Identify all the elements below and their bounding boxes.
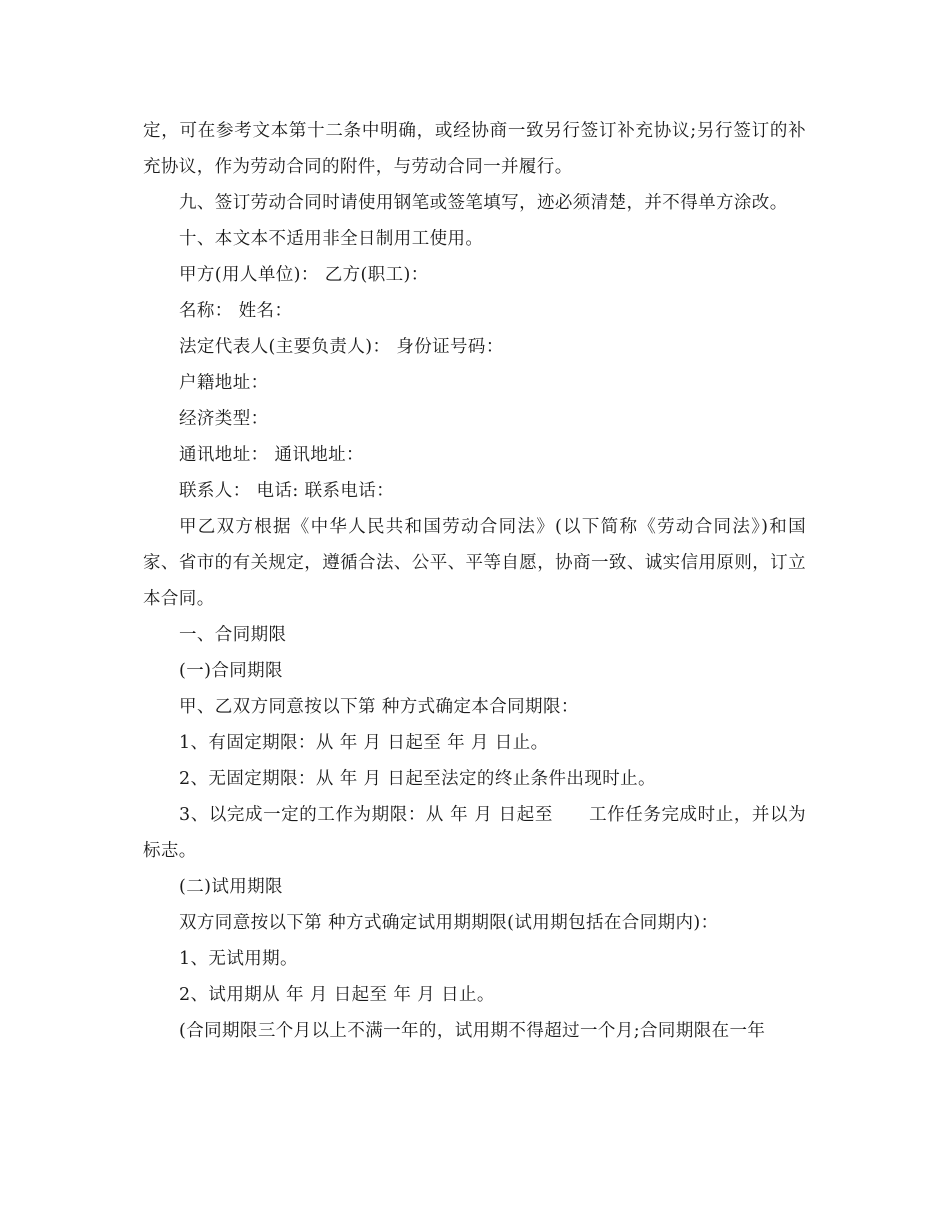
- subsection-heading: (二)试用期限: [179, 877, 283, 897]
- paragraph: 通讯地址： 通讯地址：: [179, 445, 364, 465]
- paragraph: 甲方(用人单位)： 乙方(职工)：: [179, 265, 429, 285]
- paragraph: 十、本文本不适用非全日制用工使用。: [179, 229, 484, 249]
- paragraph: 联系人： 电话: 联系电话：: [179, 481, 395, 501]
- paragraph: 九、签订劳动合同时请使用钢笔或签笔填写，迹必须清楚，并不得单方涂改。: [179, 193, 788, 213]
- paragraph: 名称： 姓名：: [179, 301, 293, 321]
- subsection-heading: (一)合同期限: [179, 661, 283, 681]
- paragraph: (合同期限三个月以上不满一年的，试用期不得超过一个月;合同期限在一年: [179, 1021, 766, 1041]
- list-item: 1、有固定期限：从 年 月 日起至 年 月 日止。: [179, 733, 549, 753]
- paragraph: 法定代表人(主要负责人)： 身份证号码：: [179, 337, 504, 357]
- list-item: 3、以完成一定的工作为期限：从 年 月 日起至 工作任务完成时止，并以为标志。: [143, 805, 806, 861]
- paragraph: 双方同意按以下第 种方式确定试用期期限(试用期包括在合同期内)：: [179, 913, 719, 933]
- paragraph: 户籍地址：: [179, 373, 269, 393]
- section-heading: 一、合同期限: [179, 625, 287, 645]
- document-page: [143, 113, 806, 1049]
- paragraph: 甲乙双方根据《中华人民共和国劳动合同法》(以下简称《劳动合同法》)和国家、省市的有关规定，遵循合法、公平、平等自愿，协商一致、诚实信用原则，订立本合同。: [143, 517, 806, 609]
- paragraph: 定，可在参考文本第十二条中明确，或经协商一致另行签订补充协议;另行签订的补充协议，作为劳动合同的附件，与劳动合同一并履行。: [143, 121, 806, 177]
- list-item: 2、试用期从 年 月 日起至 年 月 日止。: [179, 985, 495, 1005]
- paragraph: 甲、乙双方同意按以下第 种方式确定本合同期限：: [179, 697, 579, 717]
- list-item: 2、无固定期限：从 年 月 日起至法定的终止条件出现时止。: [179, 769, 656, 789]
- list-item: 1、无试用期。: [179, 949, 298, 969]
- paragraph: 经济类型：: [179, 409, 269, 429]
